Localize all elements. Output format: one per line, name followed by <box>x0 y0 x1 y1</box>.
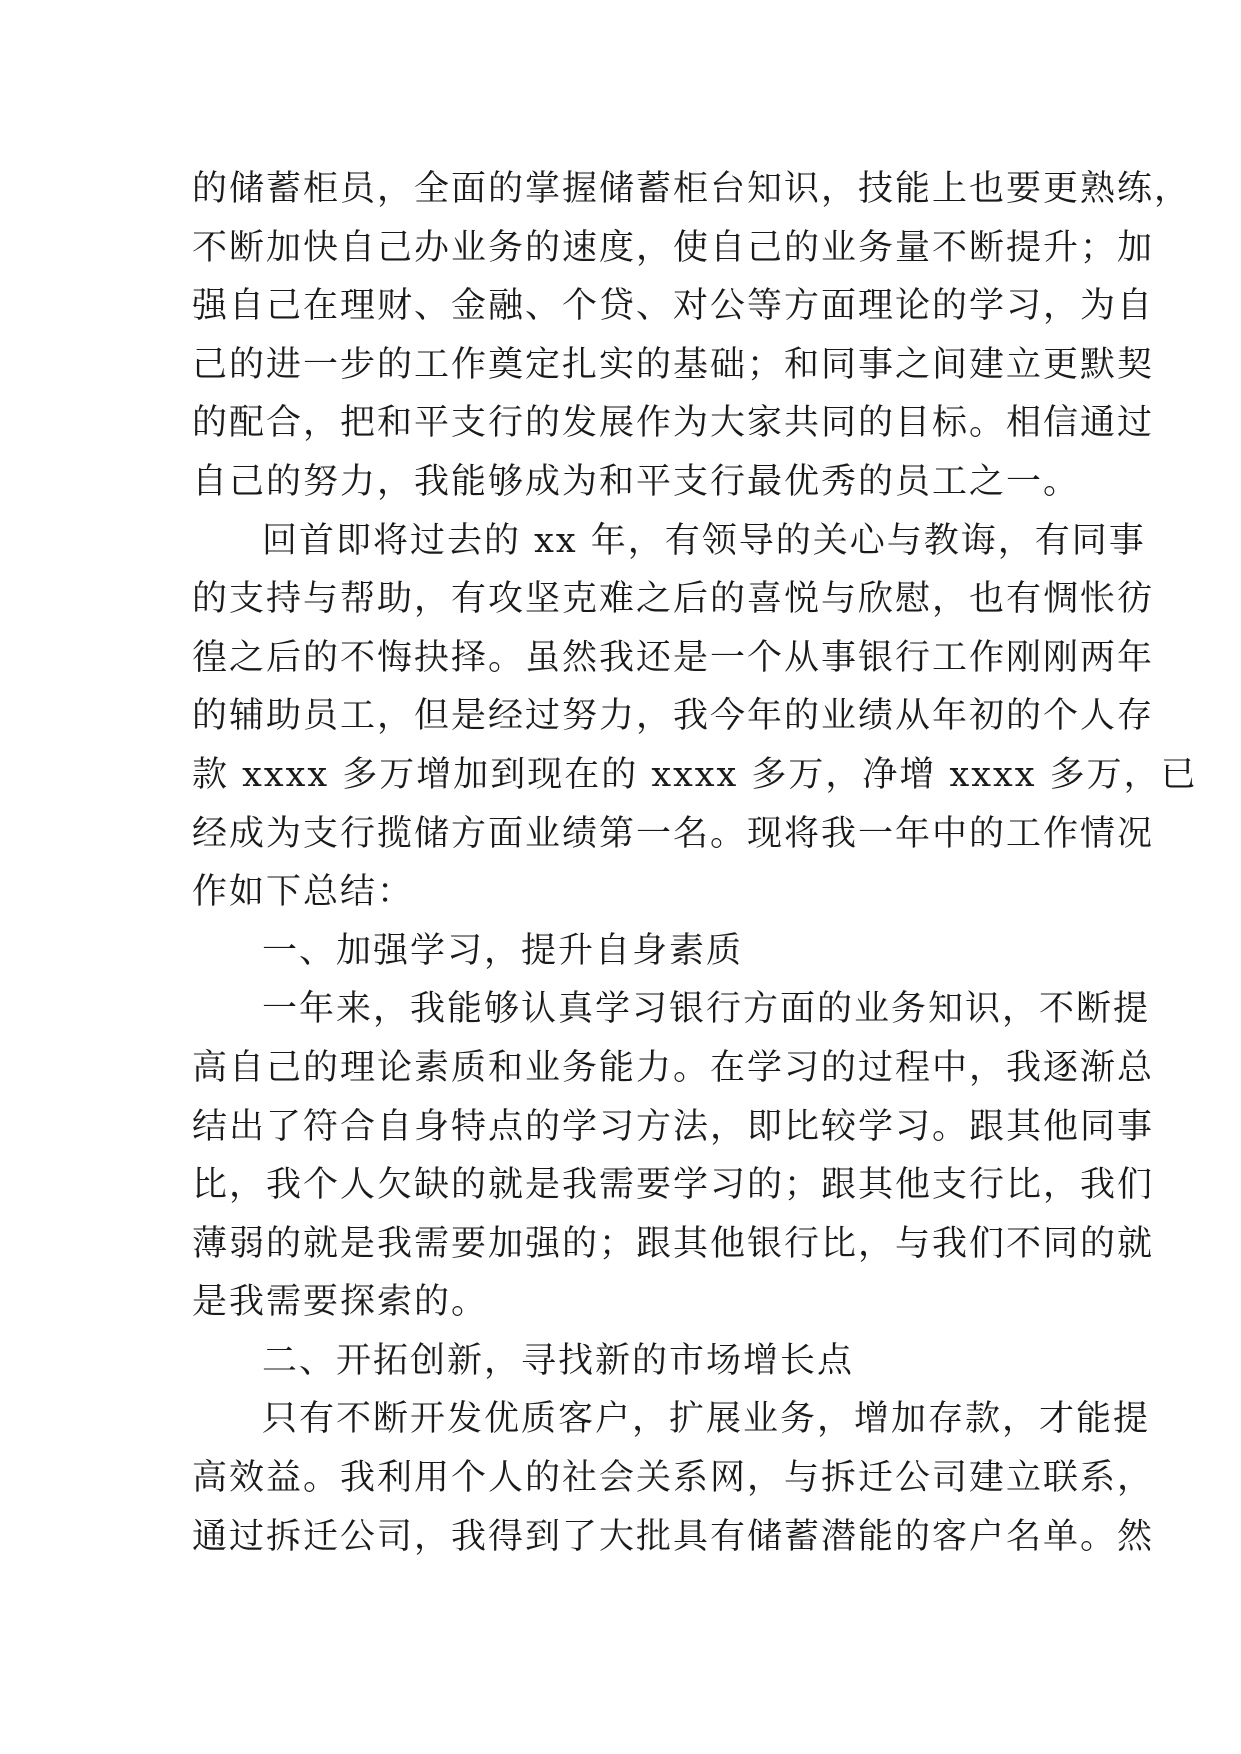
text-line: 一年来，我能够认真学习银行方面的业务知识，不断提 <box>262 989 1151 1030</box>
text-line: 作如下总结： <box>192 872 415 913</box>
text-line: 回首即将过去的 xx 年，有领导的关心与教诲，有同事 <box>262 520 1146 561</box>
text-line: 通过拆迁公司，我得到了大批具有储蓄潜能的客户名单。然 <box>192 1516 1155 1557</box>
text-line: 的储蓄柜员，全面的掌握储蓄柜台知识，技能上也要更熟练， <box>192 169 1192 209</box>
text-line: 徨之后的不悔抉择。虽然我还是一个从事银行工作刚刚两年 <box>192 637 1155 678</box>
text-line: 自己的努力，我能够成为和平支行最优秀的员工之一。 <box>192 461 1081 502</box>
text-line: 己的进一步的工作奠定扎实的基础；和同事之间建立更默契 <box>192 344 1155 385</box>
text-line: 强自己在理财、金融、个贷、对公等方面理论的学习，为自 <box>192 286 1155 327</box>
text-line: 比，我个人欠缺的就是我需要学习的；跟其他支行比，我们 <box>192 1165 1155 1206</box>
text-line: 的支持与帮助，有攻坚克难之后的喜悦与欣慰，也有惆怅彷 <box>192 579 1155 620</box>
text-line: 是我需要探索的。 <box>192 1282 489 1323</box>
text-line: 经成为支行揽储方面业绩第一名。现将我一年中的工作情况 <box>192 813 1155 854</box>
document-body <box>192 160 1198 1566</box>
text-line: 不断加快自己办业务的速度，使自己的业务量不断提升；加 <box>192 227 1155 268</box>
text-line: 二、开拓创新，寻找新的市场增长点 <box>262 1340 855 1381</box>
text-line: 款 xxxx 多万增加到现在的 xxxx 多万，净增 xxxx 多万，已 <box>192 754 1198 795</box>
text-line: 高自己的理论素质和业务能力。在学习的过程中，我逐渐总 <box>192 1047 1155 1088</box>
text-line: 的配合，把和平支行的发展作为大家共同的目标。相信通过 <box>192 403 1155 444</box>
text-line: 的辅助员工，但是经过努力，我今年的业绩从年初的个人存 <box>192 696 1155 737</box>
text-line: 只有不断开发优质客户，扩展业务，增加存款，才能提 <box>262 1399 1151 1440</box>
text-line: 结出了符合自身特点的学习方法，即比较学习。跟其他同事 <box>192 1106 1155 1147</box>
text-line: 高效益。我利用个人的社会关系网，与拆迁公司建立联系， <box>192 1458 1155 1499</box>
text-line: 一、加强学习，提升自身素质 <box>262 930 744 971</box>
text-line: 薄弱的就是我需要加强的；跟其他银行比，与我们不同的就 <box>192 1223 1155 1264</box>
